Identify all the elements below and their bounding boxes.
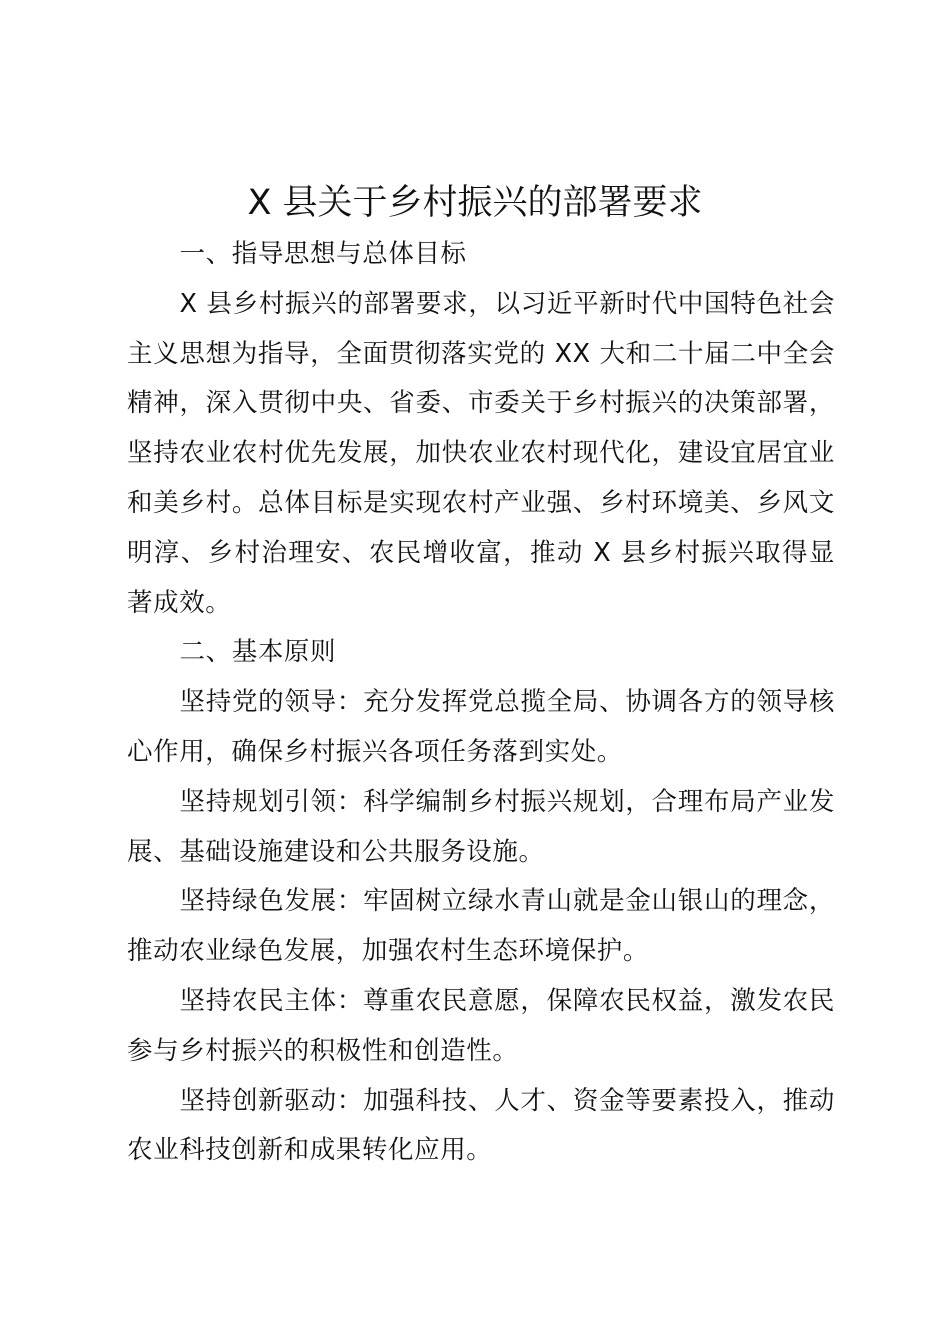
- principle-paragraph: 坚持农民主体：尊重农民意愿，保障农民权益，激发农民参与乡村振兴的积极性和创造性。: [127, 985, 835, 1066]
- principle-paragraph: 坚持绿色发展：牢固树立绿水青山就是金山银山的理念，推动农业绿色发展，加强农村生态环境保护。: [127, 886, 835, 967]
- section-heading: 一、指导思想与总体目标: [179, 239, 467, 269]
- principle-paragraph: 坚持党的领导：充分发挥党总揽全局、协调各方的领导核心作用，确保乡村振兴各项任务落到实处。: [127, 687, 835, 767]
- document-body: [127, 230, 835, 1176]
- principle-paragraph: 坚持规划引领：科学编制乡村振兴规划，合理布局产业发展、基础设施建设和公共服务设施。: [127, 786, 835, 867]
- body-paragraph: X 县乡村振兴的部署要求，以习近平新时代中国特色社会主义思想为指导，全面贯彻落实党的 XX 大和二十届二中全会精神，深入贯彻中央、省委、市委关于乡村振兴的决策部署，坚持农业农村优先发展，加快农业农村现代化，建设宜居宜业和美乡村。总体目标是实现农村产业强、乡村环境美、乡风文明淳、乡村治理安、农民增收富，推动 X 县乡村振兴取得显著成效。: [127, 288, 835, 618]
- document-title: X 县关于乡村振兴的部署要求: [247, 183, 703, 223]
- principle-paragraph: 坚持创新驱动：加强科技、人才、资金等要素投入，推动农业科技创新和成果转化应用。: [127, 1085, 835, 1166]
- section-heading: 二、基本原则: [179, 637, 337, 668]
